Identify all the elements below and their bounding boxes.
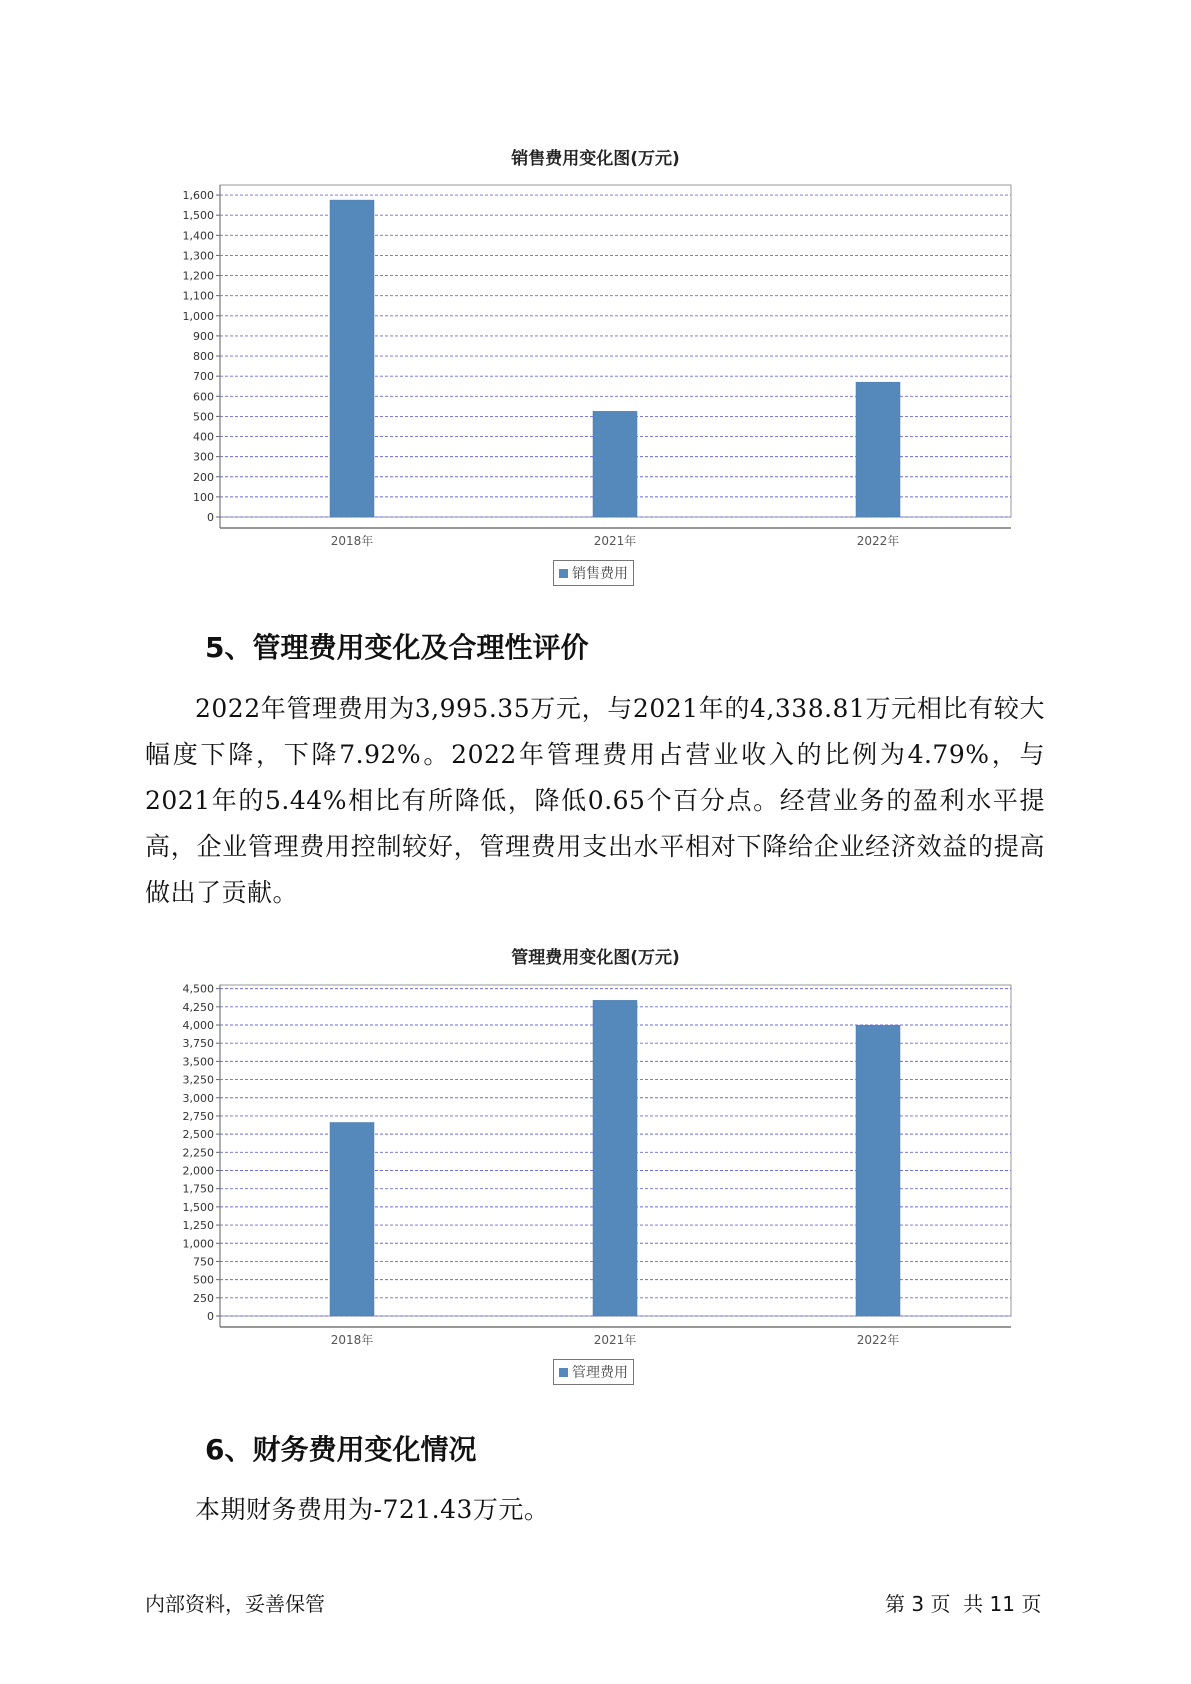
- section-paragraph-5: 2022年管理费用为3,995.35万元，与2021年的4,338.81万元相比有较大幅度下降，下降7.92%。2022年管理费用占营业收入的比例为4.79%，与2021年的5.44%相比有所降低，降低0.65个百分点。经营业务的盈利水平提高，企业管理费用控制较好，管理费用支出水平相对下降给企业经济效益的提高做出了贡献。: [145, 694, 1045, 907]
- section-heading-6: 6、财务费用变化情况: [205, 1433, 477, 1466]
- y-tick-label: 1,600: [182, 189, 214, 203]
- y-tick-label: 2,750: [182, 1109, 214, 1123]
- y-tick-label: 4,000: [182, 1019, 214, 1033]
- y-tick-label: 4,500: [182, 982, 214, 996]
- y-tick-label: 250: [193, 1291, 214, 1305]
- y-tick-label: 200: [193, 470, 214, 484]
- legend-swatch: [559, 1368, 568, 1377]
- footer-right: 第 3 页 共 11 页: [885, 1592, 1042, 1616]
- bar: [856, 1025, 900, 1316]
- x-tick-label: 2018年: [330, 534, 374, 548]
- y-tick-label: 0: [207, 511, 214, 524]
- bar: [593, 1000, 637, 1316]
- y-tick-label: 1,200: [182, 269, 214, 283]
- y-tick-label: 1,500: [182, 209, 214, 223]
- y-tick-label: 500: [193, 1273, 214, 1287]
- y-tick-label: 750: [193, 1255, 214, 1269]
- y-tick-label: 1,400: [182, 229, 214, 243]
- x-tick-label: 2022年: [856, 1333, 900, 1347]
- chart-legend: [553, 1359, 634, 1385]
- x-tick-label: 2018年: [330, 1333, 374, 1347]
- y-tick-label: 3,250: [182, 1073, 214, 1087]
- y-tick-label: 1,000: [182, 1237, 214, 1251]
- legend-label: 销售费用: [572, 566, 628, 582]
- chart-title: 销售费用变化图(万元): [511, 149, 680, 169]
- bar: [330, 1122, 374, 1316]
- y-tick-label: 900: [193, 329, 214, 343]
- y-tick-label: 3,000: [182, 1091, 214, 1105]
- y-tick-label: 600: [193, 390, 214, 404]
- legend-label: 管理费用: [572, 1365, 628, 1381]
- y-tick-label: 100: [193, 490, 214, 504]
- y-tick-label: 500: [193, 410, 214, 424]
- y-tick-label: 1,250: [182, 1219, 214, 1233]
- y-tick-label: 300: [193, 450, 214, 464]
- section-paragraph-6: 本期财务费用为-721.43万元。: [195, 1495, 550, 1524]
- y-tick-label: 2,500: [182, 1128, 214, 1142]
- y-tick-label: 800: [193, 350, 214, 364]
- chart-title: 管理费用变化图(万元): [511, 948, 680, 968]
- y-tick-label: 400: [193, 430, 214, 444]
- y-tick-label: 1,100: [182, 289, 214, 303]
- y-tick-label: 1,300: [182, 249, 214, 263]
- y-tick-label: 1,500: [182, 1200, 214, 1214]
- y-tick-label: 0: [207, 1310, 214, 1323]
- y-tick-label: 1,000: [182, 309, 214, 323]
- x-tick-label: 2021年: [593, 1333, 637, 1347]
- section-heading-5: 5、管理费用变化及合理性评价: [205, 631, 589, 664]
- x-tick-label: 2021年: [593, 534, 637, 548]
- y-tick-label: 2,250: [182, 1146, 214, 1160]
- y-tick-label: 700: [193, 370, 214, 384]
- y-tick-label: 2,000: [182, 1164, 214, 1178]
- footer-left: 内部资料，妥善保管: [145, 1592, 325, 1616]
- y-tick-label: 4,250: [182, 1000, 214, 1014]
- y-tick-label: 1,750: [182, 1182, 214, 1196]
- y-tick-label: 3,750: [182, 1037, 214, 1051]
- x-tick-label: 2022年: [856, 534, 900, 548]
- y-tick-label: 3,500: [182, 1055, 214, 1069]
